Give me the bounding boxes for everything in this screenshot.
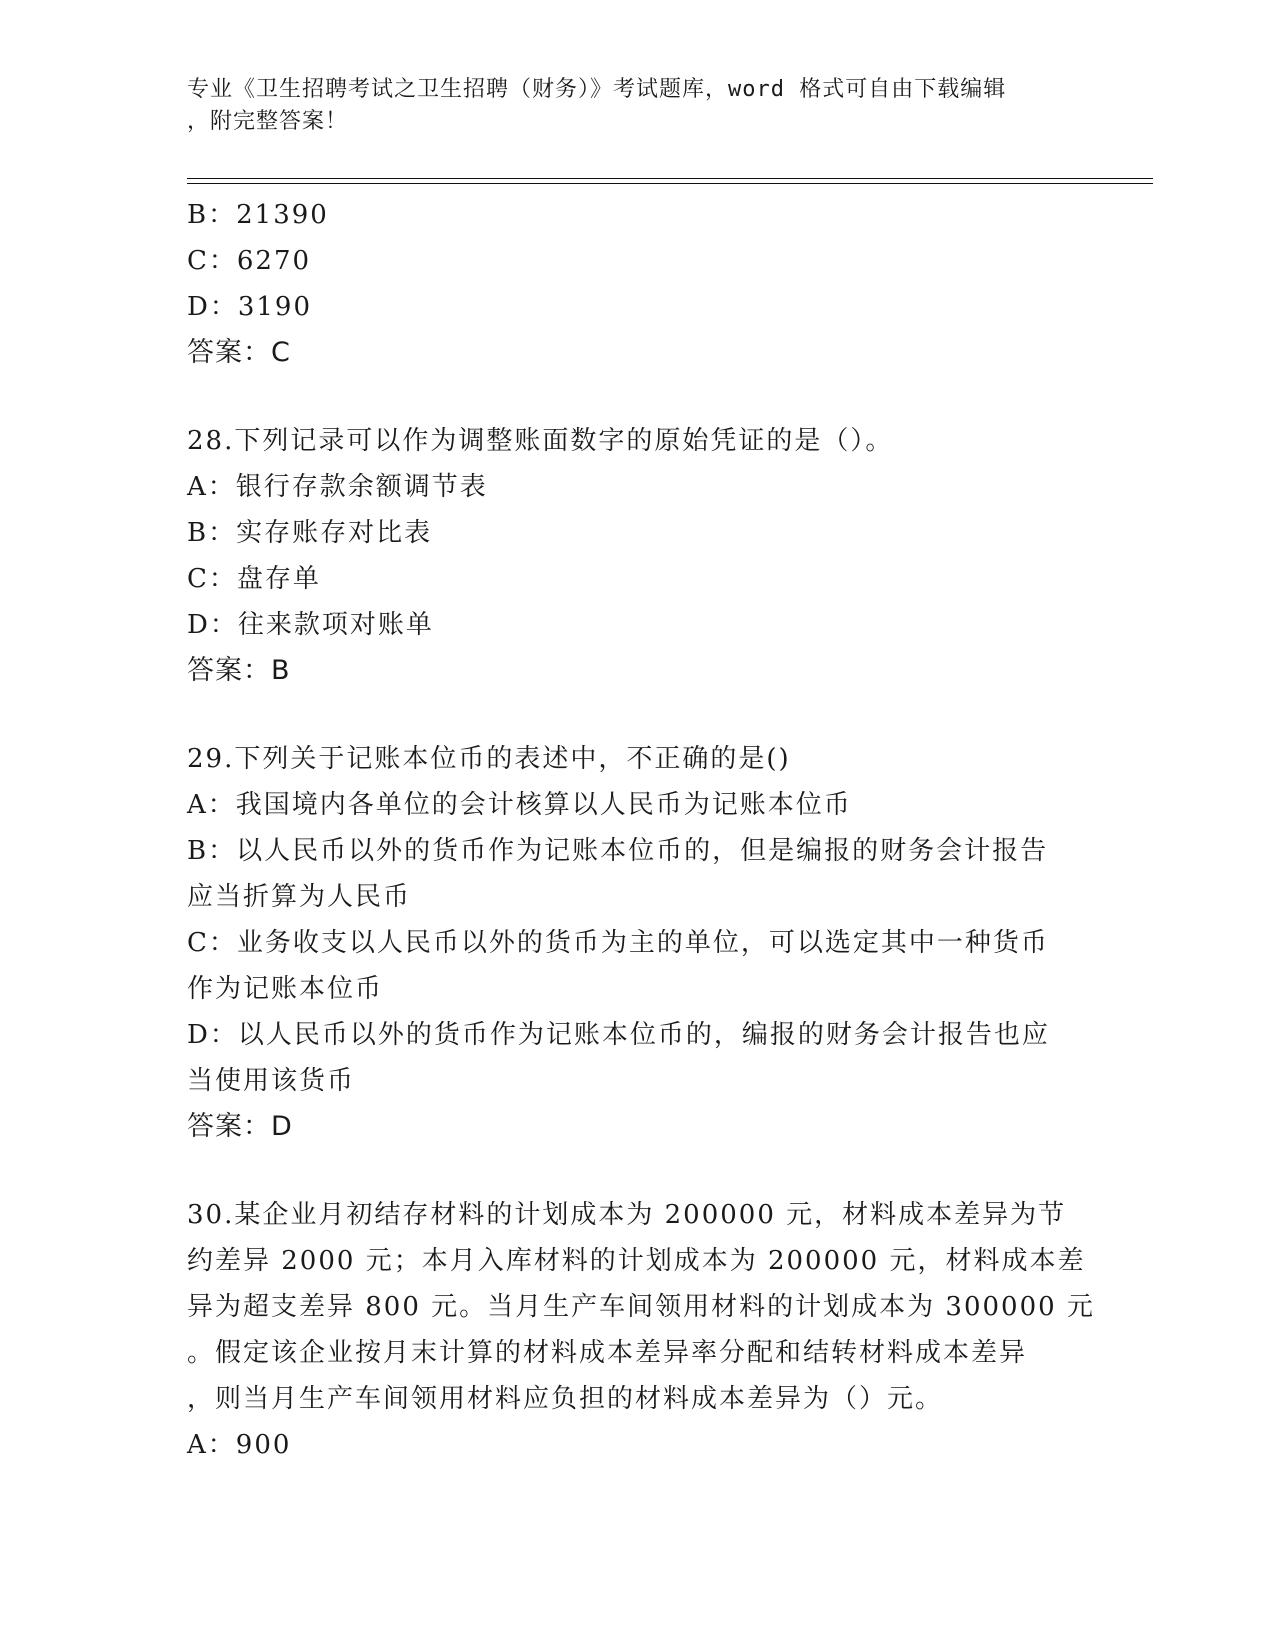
question-29-block <box>187 736 1067 1150</box>
spacer <box>187 694 1067 736</box>
q30-option-a: A：900 <box>187 1430 292 1460</box>
q29-option-a: A：我国境内各单位的会计核算以人民币为记账本位币 <box>187 790 852 820</box>
header-line-1: 专业《卫生招聘考试之卫生招聘（财务）》考试题库，word 格式可自由下载编辑 <box>187 77 1007 102</box>
q30-question-line-3: 异为超支差异 800 元。当月生产车间领用材料的计划成本为 300000 元 <box>187 1292 1095 1322</box>
header-divider-bottom <box>187 183 1153 184</box>
q29-option-c-line-1: C：业务收支以人民币以外的货币为主的单位，可以选定其中一种货币 <box>187 928 1049 958</box>
q29-question: 29.下列关于记账本位币的表述中，不正确的是() <box>187 744 791 774</box>
q29-option-d-line-2: 当使用该货币 <box>187 1066 356 1096</box>
q30-question-line-5: ，则当月生产车间领用材料应负担的材料成本差异为（）元。 <box>187 1384 944 1414</box>
q30-question-line-4: 。假定该企业按月末计算的材料成本差异率分配和结转材料成本差异 <box>187 1338 1028 1368</box>
q29-option-d-line-1: D：以人民币以外的货币作为记账本位币的，编报的财务会计报告也应 <box>187 1020 1050 1050</box>
question-28-block <box>187 418 1067 694</box>
header-line-2: ，附完整答案！ <box>187 109 349 134</box>
q30-question-line-2: 约差异 2000 元；本月入库材料的计划成本为 200000 元，材料成本差 <box>187 1246 1086 1276</box>
q27-option-d: D：3190 <box>187 292 313 322</box>
q27-option-b: B：21390 <box>187 200 329 230</box>
q28-option-b: B：实存账存对比表 <box>187 518 433 548</box>
q29-option-b-line-2: 应当折算为人民币 <box>187 882 412 912</box>
q30-question-line-1: 30.某企业月初结存材料的计划成本为 200000 元，材料成本差异为节 <box>187 1200 1067 1230</box>
q28-answer: 答案：B <box>187 655 291 686</box>
spacer <box>187 376 1067 418</box>
q27-option-c: C：6270 <box>187 246 312 276</box>
q29-answer: 答案：D <box>187 1111 293 1142</box>
header-divider-top <box>187 178 1153 179</box>
q28-option-d: D：往来款项对账单 <box>187 610 434 640</box>
q28-option-a: A：银行存款余额调节表 <box>187 472 488 502</box>
question-27-block <box>187 192 1067 376</box>
spacer <box>187 1150 1067 1192</box>
q28-question: 28.下列记录可以作为调整账面数字的原始凭证的是（）。 <box>187 426 894 456</box>
q29-option-b-line-1: B：以人民币以外的货币作为记账本位币的，但是编报的财务会计报告 <box>187 836 1049 866</box>
question-30-block <box>187 1192 1095 1468</box>
q29-option-c-line-2: 作为记账本位币 <box>187 974 384 1004</box>
q27-answer: 答案：C <box>187 337 291 368</box>
q28-option-c: C：盘存单 <box>187 564 321 594</box>
document-header <box>187 74 1067 138</box>
question-content <box>187 192 1095 1468</box>
